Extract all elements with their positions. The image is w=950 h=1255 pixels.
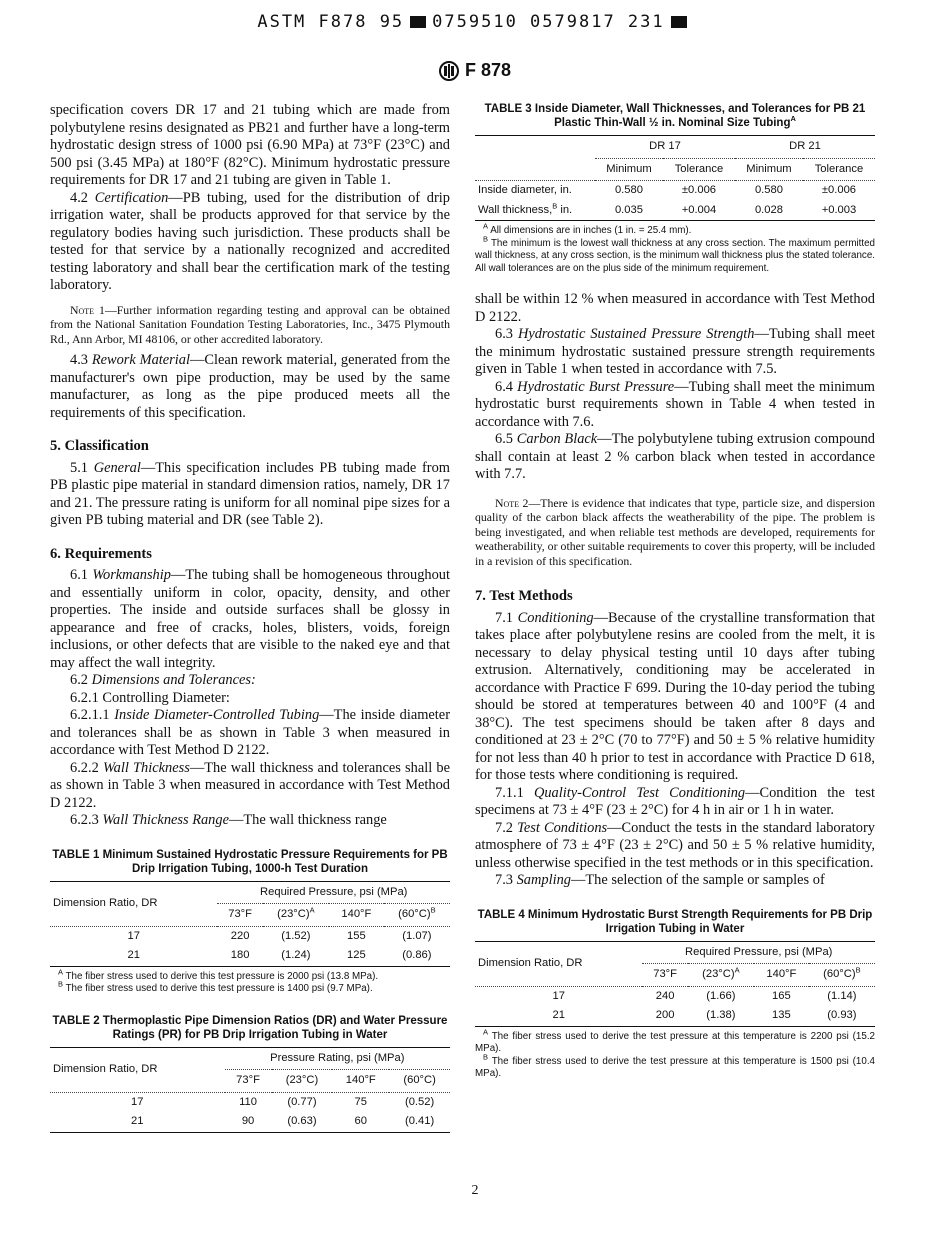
heading-requirements: 6. Requirements xyxy=(50,545,152,562)
table-1-col-140f: 140°F xyxy=(341,908,372,920)
section-6-4: 6.4 Hydrostatic Burst Pressure—Tubing shall meet the minimum hydrostatic burst requirements shown in Table 4 when tested in accordance with 7.6. xyxy=(475,378,875,430)
table-3-col-tol-1: Tolerance xyxy=(674,162,724,175)
table-3-footnote-a: $^A$ All dimensions are in inches (1 in. = 25.4 mm). xyxy=(483,221,692,236)
heading-test-methods: 7. Test Methods xyxy=(475,588,573,604)
table-3-col-min-2: Minimum xyxy=(746,162,792,175)
table-1-footnote-a: $^A$ The fiber stress used to derive this test pressure is 2000 psi (13.8 MPa). xyxy=(58,967,379,982)
note-1: Note 1—Further information regarding testing and approval can be obtained from the National Sanitation Foundation Testing Laboratories, Inc., 3475 Plymouth Rd., Ann Arbor, MI 48106, or other accredited laboratory. xyxy=(50,302,450,346)
section-7-2: 7.2 Test Conditions—Conduct the tests in the standard laboratory atmosphere of 73 ± 4°F (23 ± 2°C) and 50 ± 5 % relative humidity, unless otherwise specified in the test methods or in this specification. xyxy=(475,819,875,871)
section-6-2: 6.2 Dimensions and Tolerances: xyxy=(70,672,256,688)
astm-logo-icon xyxy=(439,61,459,81)
table-4-col-73f: 73°F xyxy=(653,968,677,980)
table-1 xyxy=(50,881,450,967)
table-1-block xyxy=(50,848,450,996)
table-3-col-min-1: Minimum xyxy=(606,162,652,175)
black-block-mark-end xyxy=(671,16,687,28)
left-column xyxy=(50,102,450,1133)
section-4-2: 4.2 Certification—PB tubing, used for the distribution of drip irrigation water, shall be products approved for that service by the regulatory bodies having such jurisdiction. These products shall be tested for that service by a nationally recognized and accredited testing laboratory and shall bear the certification mark of the testing laboratory. xyxy=(50,189,450,293)
table-2-group-header: Pressure Rating, psi (MPa) xyxy=(225,1047,450,1070)
section-6-1: 6.1 Workmanship—The tubing shall be homogeneous throughout and essentially uniform in color, opacity, density, and other properties. The inside and outside surfaces shall be glossy in appearance and free of cracks, holes, blisters, voids, foreign inclusions, or other defects that are visible to the naked eye and that may affect the wall integrity. xyxy=(50,567,450,671)
header-code-part2: 0759510 0579817 231 xyxy=(432,12,665,32)
header-code-part1: ASTM F878 95 xyxy=(257,12,405,32)
table-1-group-header: Required Pressure, psi (MPa) xyxy=(217,881,450,904)
table-row: 21 90 (0.63) 60 (0.41) xyxy=(50,1112,450,1132)
section-6-2-3: 6.2.3 Wall Thickness Range—The wall thickness range xyxy=(70,812,387,828)
section-7-3: 7.3 Sampling—The selection of the sample or samples of xyxy=(495,872,825,888)
table-4-col-60c: $(60^\circ C)^B$ xyxy=(823,965,861,980)
section-6-2-2: 6.2.2 Wall Thickness—The wall thickness and tolerances shall be as shown in Table 3 when measured in accordance with Test Method D 2122. xyxy=(50,759,450,811)
black-block-mark xyxy=(410,16,426,28)
section-4-3: 4.3 Rework Material—Clean rework material, generated from the manufacturer's own pipe production, may be used by the same manufacturer, as long as the pipe produced meets all the requirements of this specification. xyxy=(50,352,450,421)
table-1-col-60c: $(60^\circ C)^B$ xyxy=(398,905,436,920)
section-6-2-3-continued: shall be within 12 % when measured in accordance with Test Method D 2122. xyxy=(475,291,875,325)
section-7-1-1: 7.1.1 Quality-Control Test Conditioning—Condition the test specimens at 73 ± 4°F (23 ± 2°C) for 4 h in air or 1 h in water. xyxy=(475,784,875,818)
table-2-title: TABLE 2 Thermoplastic Pipe Dimension Ratios (DR) and Water Pressure Ratings (PR) for PB Drip Irrigation Tubing in Water xyxy=(52,1014,448,1041)
table-3-block xyxy=(475,102,875,275)
table-2-col-dr: Dimension Ratio, DR xyxy=(50,1047,225,1092)
table-3-footnote-b: $^B$ The minimum is the lowest wall thickness at any cross section. The maximum permitted wall thickness, at any cross section, is the minimum wall thickness plus the stated tolerance. All wall tolerances are on the plus side of the minimum requirement. xyxy=(475,234,876,274)
table-3-group-dr17: DR 17 xyxy=(595,136,735,159)
table-3-col-tol-2: Tolerance xyxy=(814,162,864,175)
table-1-footnote-b: $^B$ The fiber stress used to derive this test pressure is 1400 psi (9.7 MPa). xyxy=(58,979,373,994)
table-2-col-60c: (60°C) xyxy=(403,1074,436,1086)
note-2: Note 2—There is evidence that indicates that type, particle size, and dispersion quality of the carbon black affects the weatherability of the pipe. The problem is being investigated, and when reliable test methods are developed, requirements for weatherability, or other suitable requirements to cover this property, will be included in a revision of this specification. xyxy=(475,495,875,568)
table-1-col-73f: 73°F xyxy=(228,908,252,920)
table-row: 21 180 (1.24) 125 (0.86) xyxy=(50,946,450,966)
table-2-block xyxy=(50,1014,450,1133)
table-row: Wall thickness,$^B$ in. 0.035 +0.004 0.028 +0.003 xyxy=(475,201,875,221)
table-row: 17 240 (1.66) 165 (1.14) xyxy=(552,989,857,1002)
intro-paragraph: specification covers DR 17 and 21 tubing which are made from polybutylene resins designated as PB21 and further have a long-term hydrostatic design stress of 1000 psi (6.90 MPa) at 73°F (23°C) and 500 psi (3.45 MPa) at 180°F (82°C). Minimum hydrostatic pressure requirements for DR 17 and 21 tubing are given in Table 1. xyxy=(50,102,450,188)
table-2 xyxy=(50,1047,450,1133)
table-2-col-23c: (23°C) xyxy=(285,1074,319,1086)
designation-line xyxy=(0,60,950,81)
table-row: 17 110 (0.77) 75 (0.52) xyxy=(131,1095,435,1108)
section-6-2-1: 6.2.1 Controlling Diameter: xyxy=(70,689,230,706)
table-row: Inside diameter, in. 0.580 ±0.006 0.580 ±0.006 xyxy=(478,184,857,196)
section-6-3: 6.3 Hydrostatic Sustained Pressure Strength—Tubing shall meet the minimum hydrostatic sustained pressure strength requirements given in Table 1 when tested in accordance with 7.5. xyxy=(475,326,875,377)
section-6-5: 6.5 Carbon Black—The polybutylene tubing extrusion compound shall contain at least 2 % carbon black when tested in accordance with 7.7. xyxy=(475,431,875,482)
section-7-1: 7.1 Conditioning—Because of the crystalline transformation that takes place after polybutylene resins are cooled from the melt, it is necessary to delay physical testing until 10 days after tubing extrusion. Alternatively, conditioning may be accelerated in accordance with Practice F 699. During the 10-day period the tubing should be stored at temperatures between 40 and 100°F (4 and 38°C). The test specimens should be taken after 8 days and conditioned at 23 ± 2°C (70 to 77°F) and 50 ± 5 % relative humidity for not less than 40 h prior to test in accordance with Practice D 618, for those tests where conditioning is required. xyxy=(475,609,875,783)
right-column xyxy=(475,102,875,1081)
table-1-col-23c: $(23^\circ C)^A$ xyxy=(277,905,315,920)
table-4-col-23c: $(23^\circ C)^A$ xyxy=(702,965,740,980)
section-6-2-1-1: 6.2.1.1 Inside Diameter-Controlled Tubing—The inside diameter and tolerances shall be as shown in Table 3 when measured in accordance with Test Method D 2122. xyxy=(50,707,450,758)
table-2-col-140f: 140°F xyxy=(345,1074,376,1086)
table-3 xyxy=(475,135,875,221)
table-3-title: TABLE 3 Inside Diameter, Wall Thicknesses, and Tolerances for PB 21 Plastic Thin-Wall ½ in. Nominal Size Tubing$^A$ xyxy=(484,103,866,129)
page-number: 2 xyxy=(471,1183,479,1198)
heading-classification: 5. Classification xyxy=(50,438,149,454)
table-1-title: TABLE 1 Minimum Sustained Hydrostatic Pressure Requirements for PB Drip Irrigation Tubing, 1000-h Test Duration xyxy=(52,848,448,875)
table-row: 21 200 (1.38) 135 (0.93) xyxy=(475,1006,875,1026)
section-5-1: 5.1 General—This specification includes PB tubing made from PB plastic pipe material in standard dimension ratios, namely, DR 17 and 21. The pressure rating is uniform for all nominal pipe sizes for a given PB tubing material and DR (see Table 2). xyxy=(50,459,450,528)
table-1-col-dr: Dimension Ratio, DR xyxy=(50,881,217,926)
table-4-group-header: Required Pressure, psi (MPa) xyxy=(642,941,875,964)
table-2-col-73f: 73°F xyxy=(236,1074,260,1086)
table-4-footnote-b: $^B$ The fiber stress used to derive the test pressure at this temperature is 1500 psi (10.4 MPa). xyxy=(475,1052,875,1079)
table-row: 17 220 (1.52) 155 (1.07) xyxy=(127,929,432,942)
table-3-group-dr21: DR 21 xyxy=(735,136,875,159)
document-code-header xyxy=(0,12,950,32)
table-4-block xyxy=(475,908,875,1081)
table-4-col-dr: Dimension Ratio, DR xyxy=(475,941,642,986)
table-4-footnote-a: $^A$ The fiber stress used to derive the test pressure at this temperature is 2200 psi (15.2 MPa). xyxy=(475,1027,875,1054)
table-4-col-140f: 140°F xyxy=(766,968,797,980)
table-4 xyxy=(475,941,875,1027)
table-4-title: TABLE 4 Minimum Hydrostatic Burst Strength Requirements for PB Drip Irrigation Tubing in Water xyxy=(477,908,873,935)
designation: F 878 xyxy=(464,60,512,80)
